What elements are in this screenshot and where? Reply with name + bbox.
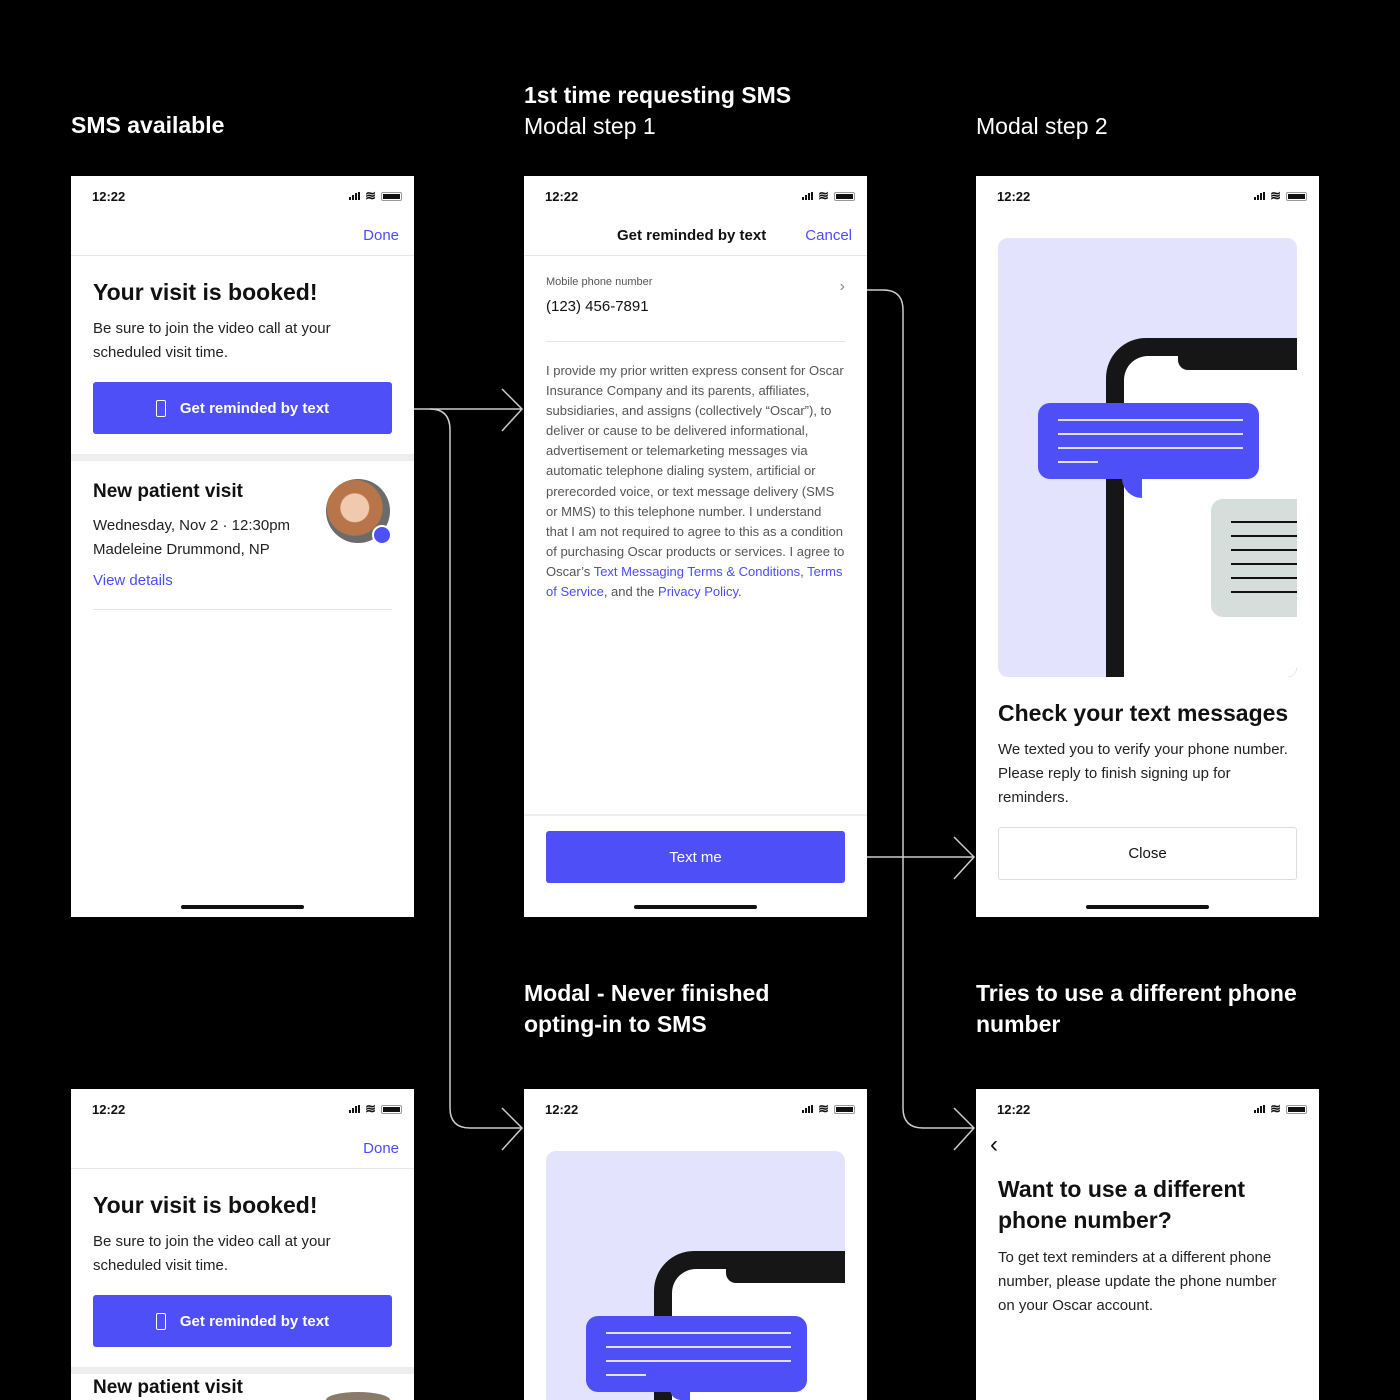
visit-title: New patient visit bbox=[93, 481, 243, 502]
home-indicator bbox=[634, 905, 757, 909]
phone-icon bbox=[156, 1313, 166, 1330]
signal-icon bbox=[1254, 1105, 1265, 1113]
wifi-icon: ≋ bbox=[818, 1101, 829, 1116]
battery-icon bbox=[834, 1105, 855, 1114]
provider-name: Madeleine Drummond, NP bbox=[93, 541, 270, 558]
label-sms-available: SMS available bbox=[71, 112, 225, 138]
home-indicator bbox=[181, 905, 304, 909]
phone-number-field[interactable] bbox=[546, 276, 845, 342]
field-label: Mobile phone number bbox=[546, 276, 653, 288]
back-chevron-icon[interactable]: ‹ bbox=[990, 1131, 998, 1158]
visit-title: New patient visit bbox=[93, 1377, 243, 1398]
text-message-illustration bbox=[998, 238, 1297, 677]
status-bar: 12:22 ≋ bbox=[545, 1101, 855, 1117]
phone-never-finished bbox=[524, 1089, 867, 1400]
modal-title: Get reminded by text bbox=[617, 227, 767, 244]
done-button[interactable]: Done bbox=[363, 227, 399, 244]
cancel-button[interactable]: Cancel bbox=[805, 227, 852, 244]
text-me-button[interactable]: Text me bbox=[546, 831, 845, 883]
signal-icon bbox=[802, 192, 813, 200]
booked-body: Be sure to join the video call at your scheduled visit time. bbox=[93, 1233, 331, 1274]
signal-icon bbox=[1254, 192, 1265, 200]
wifi-icon: ≋ bbox=[818, 188, 829, 203]
battery-icon bbox=[381, 1105, 402, 1114]
modal2-title: Check your text messages bbox=[998, 700, 1289, 726]
status-bar: 12:22 ≋ bbox=[92, 188, 402, 204]
signal-icon bbox=[802, 1105, 813, 1113]
status-bar: 12:22 ≋ bbox=[92, 1101, 402, 1117]
consent-text: I provide my prior written express consent for Oscar Insurance Company and its parents, affiliates, subsidiaries, and assigns (collectively “Oscar”), to deliver or cause to be delivered informational, advertisement or telemarketing messages via automatic telephone dialing system, artificial or prerecorded voice, or text message delivery (SMS or MMS) to this telephone number. I understand that I am not required to agree to this as a condition of purchasing Oscar products or services. I agree to Oscar’s Text Messaging Terms & Conditions, Terms of Service, and the Privacy Policy. bbox=[546, 363, 845, 600]
wifi-icon: ≋ bbox=[365, 1101, 376, 1116]
arrow-to-different-phone bbox=[866, 290, 974, 1150]
get-reminded-button[interactable]: Get reminded by text bbox=[93, 1295, 392, 1347]
different-title: Want to use a different phone number? bbox=[998, 1176, 1246, 1233]
phone-modal-step-2 bbox=[976, 176, 1319, 917]
view-details-link[interactable]: View details bbox=[93, 572, 173, 589]
field-value: (123) 456-7891 bbox=[546, 298, 649, 315]
avatar bbox=[326, 1392, 390, 1400]
wifi-icon: ≋ bbox=[1270, 1101, 1281, 1116]
signal-icon bbox=[349, 192, 360, 200]
terms-link[interactable]: Text Messaging Terms & Conditions bbox=[593, 563, 801, 579]
phone-different-number bbox=[976, 1089, 1319, 1400]
avatar bbox=[326, 479, 390, 543]
visit-date: Wednesday, Nov 2 · 12:30pm bbox=[93, 517, 291, 534]
label-first-time: 1st time requesting SMS Modal step 1 bbox=[524, 82, 792, 139]
label-different-phone: Tries to use a different phone number bbox=[976, 980, 1297, 1037]
arrow-to-modal1 bbox=[414, 389, 522, 431]
label-never-finished: Modal - Never finished opting-in to SMS bbox=[524, 980, 770, 1037]
phone-sms-available bbox=[71, 176, 414, 917]
signal-icon bbox=[349, 1105, 360, 1113]
modal2-body: We texted you to verify your phone number. Please reply to finish signing up for reminders. bbox=[998, 741, 1288, 806]
page-title: Your visit is booked! bbox=[93, 1192, 318, 1218]
text-message-illustration bbox=[546, 1151, 845, 1400]
status-bar: 12:22 ≋ bbox=[545, 188, 855, 204]
close-button[interactable]: Close bbox=[998, 827, 1297, 880]
battery-icon bbox=[381, 192, 402, 201]
phone-icon bbox=[156, 400, 166, 417]
wifi-icon: ≋ bbox=[1270, 188, 1281, 203]
service-link[interactable]: Terms of Service bbox=[546, 563, 843, 600]
booked-body: Be sure to join the video call at your scheduled visit time. bbox=[93, 320, 331, 361]
page-title: Your visit is booked! bbox=[93, 279, 318, 305]
privacy-link[interactable]: Privacy Policy bbox=[658, 584, 738, 600]
arrow-to-never-finished bbox=[430, 409, 522, 1150]
status-bar: 12:22 ≋ bbox=[997, 188, 1307, 204]
phone-modal-step-1 bbox=[524, 176, 867, 917]
home-indicator bbox=[1086, 905, 1209, 909]
video-icon bbox=[372, 525, 392, 545]
battery-icon bbox=[1286, 192, 1307, 201]
phone-sms-available-2 bbox=[71, 1089, 414, 1400]
done-button[interactable]: Done bbox=[363, 1140, 399, 1157]
chevron-right-icon: › bbox=[839, 278, 845, 295]
arrow-to-modal2 bbox=[866, 837, 974, 879]
wifi-icon: ≋ bbox=[365, 188, 376, 203]
label-modal-step-2: Modal step 2 bbox=[976, 113, 1108, 139]
get-reminded-button[interactable]: Get reminded by text bbox=[93, 382, 392, 434]
battery-icon bbox=[1286, 1105, 1307, 1114]
status-bar: 12:22 ≋ bbox=[997, 1101, 1307, 1117]
different-body: To get text reminders at a different phone number, please update the phone number on your Oscar account. bbox=[998, 1249, 1277, 1314]
battery-icon bbox=[834, 192, 855, 201]
